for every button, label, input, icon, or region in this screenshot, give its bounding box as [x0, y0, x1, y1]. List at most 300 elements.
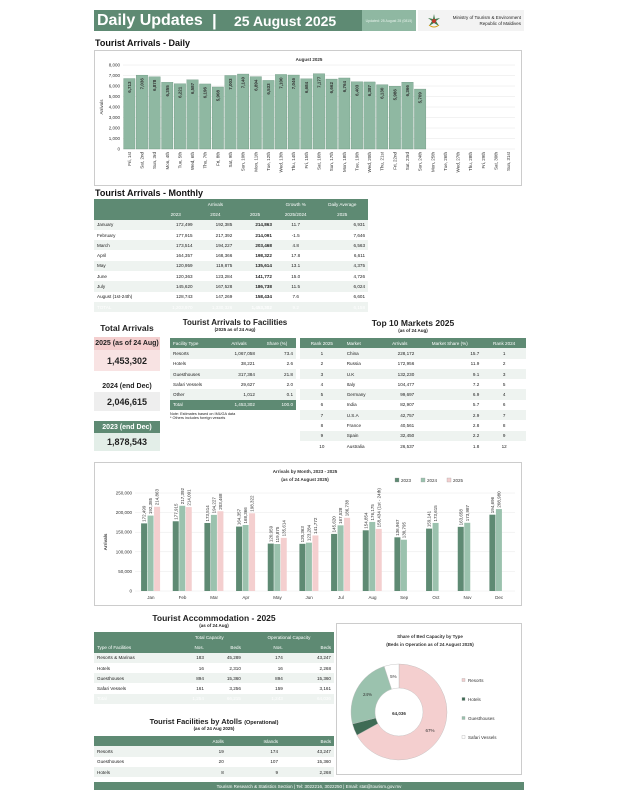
- pie-slice-label: 67%: [425, 727, 435, 733]
- month-bar-2024: [401, 540, 407, 591]
- market-row-cell: U.K: [344, 369, 383, 379]
- month-bar-2023: [489, 515, 495, 591]
- accom-row-total: [94, 694, 334, 704]
- monthly-row-cell: April: [97, 253, 107, 259]
- market-row-cell: U.S.A: [344, 410, 383, 420]
- atoll-row-cell: 2,268: [281, 767, 334, 777]
- daily-x-tick: Wed, 6th: [190, 152, 196, 170]
- month-bar-label: 158,434 (1st - 24th): [376, 488, 382, 528]
- month-bar-2024: [369, 522, 375, 591]
- facility-row-cell: 0.1: [258, 389, 296, 399]
- market-row-cell: India: [346, 402, 357, 408]
- accom-row-cell: 2,310: [229, 665, 241, 671]
- atoll-row-cell: Resorts: [94, 746, 181, 756]
- accom-row-cell: 45,289: [207, 653, 244, 663]
- month-x-tick: Oct: [432, 595, 440, 600]
- daily-x-tick: Fri, 29th: [480, 152, 486, 169]
- month-bar-label: 192,385: [148, 497, 154, 515]
- market-row-cell: 2.9: [417, 410, 482, 420]
- month-bar-label: 135,614: [281, 520, 287, 537]
- daily-x-tick: Tue, 12th: [265, 152, 271, 171]
- month-bar-label: 141,772: [312, 517, 318, 534]
- mkt-head-arrivals: Arrivals: [382, 338, 417, 348]
- facility-row-cell: 1,012: [220, 389, 258, 399]
- monthly-row-cell: August (1st-24th): [97, 294, 133, 300]
- month-bar-label: 198,322: [249, 495, 255, 512]
- daily-y-tick: 8,000: [108, 62, 120, 68]
- daily-bar-label: 5,908: [215, 89, 221, 102]
- atolls-header: [94, 717, 334, 731]
- accom-row-cell: 894: [244, 673, 286, 683]
- month-bar-2025: [344, 518, 350, 591]
- market-row-cell: 1: [482, 348, 526, 358]
- month-bar-2024: [306, 543, 312, 591]
- atoll-row-cell: 15,360: [316, 759, 331, 765]
- daily-x-tick: Tue, 19th: [354, 152, 360, 171]
- atoll-row: [94, 757, 334, 767]
- month-x-tick: Nov: [463, 595, 472, 600]
- total-arrivals-title: Total Arrivals: [100, 323, 154, 333]
- facility-row-total: [170, 400, 296, 410]
- daily-bar-label: 7,140: [240, 77, 246, 89]
- pie-legend-label: Guesthouses: [468, 716, 495, 721]
- monthly-row-total-cell: 1,203,970: [156, 302, 196, 312]
- month-x-tick: Apr: [242, 595, 250, 600]
- legend-swatch: [447, 478, 451, 482]
- month-y-label: Arrivals: [103, 533, 108, 551]
- market-row-cell: 82,907: [400, 402, 415, 408]
- month-bar-label: 194,227: [211, 497, 217, 514]
- month-bar-label: 154,854: [363, 512, 369, 529]
- market-row: [300, 431, 526, 441]
- facility-row-cell: 73.4: [258, 348, 296, 358]
- monthly-row-cell: 145,620: [156, 281, 196, 291]
- facility-row: [170, 348, 296, 358]
- facilities-subtitle: (2025 as of 24 Aug): [214, 327, 256, 332]
- daily-bar-label: 6,587: [190, 82, 196, 95]
- daily-x-tick: Sun, 31st: [506, 152, 512, 172]
- market-row-cell: Australia: [346, 443, 365, 449]
- accom-row-cell: 43,247: [286, 653, 334, 663]
- market-row-cell: 3: [482, 369, 526, 379]
- month-bar-label: 177,915: [173, 503, 179, 520]
- facility-row-cell: 2.0: [286, 381, 293, 387]
- legend-swatch: [421, 478, 425, 482]
- head-arrivals: Arrivals: [156, 199, 275, 209]
- daily-section-title: Tourist Arrivals - Daily: [95, 38, 191, 48]
- monthly-row: [94, 261, 368, 271]
- month-bar-label: 176,175: [369, 504, 375, 521]
- daily-arrivals-chart: [95, 51, 523, 187]
- pie-legend-label: Hotels: [468, 697, 481, 702]
- monthly-row-cell: June: [97, 273, 107, 279]
- market-row-cell: 2: [320, 361, 324, 367]
- daily-bar-label: 6,366: [405, 85, 411, 97]
- pie-legend-swatch: [462, 698, 465, 701]
- month-chart-title: Arrivals by Month, 2023 - 2025: [272, 469, 338, 474]
- atoll-row-cell: 107: [270, 759, 279, 765]
- market-row: [300, 389, 526, 399]
- monthly-row-cell: 177,915: [175, 232, 193, 238]
- monthly-row: [94, 250, 368, 260]
- pie-center-value: 64,036: [392, 711, 406, 716]
- atoll-row-cell: Guesthouses: [97, 759, 125, 765]
- daily-x-tick: Sat, 9th: [227, 152, 233, 168]
- monthly-row: [94, 230, 368, 240]
- monthly-table: [94, 199, 368, 312]
- market-row-cell: Russia: [346, 361, 361, 367]
- month-bar-2023: [363, 530, 369, 591]
- pie-legend-label: Resorts: [468, 678, 484, 683]
- month-bar-2023: [141, 523, 147, 591]
- month-y-tick: 150,000: [115, 529, 132, 535]
- market-row-cell: 1.8: [472, 443, 480, 449]
- monthly-row-cell: 214,091: [255, 232, 272, 238]
- fac-head-arrivals: Arrivals: [220, 338, 258, 348]
- acc-group-total: Total Capacity: [175, 632, 244, 642]
- accom-row: [94, 683, 334, 693]
- month-bar-label: 173,987: [464, 505, 470, 522]
- market-row: [300, 441, 526, 451]
- mkt-head-share: Market Share (%): [417, 338, 482, 348]
- mkt-head-market: Market: [344, 338, 383, 348]
- market-row-cell: Germany: [344, 389, 383, 399]
- month-bar-label: 168,366: [243, 507, 249, 524]
- daily-x-tick: Wed, 20th: [367, 152, 373, 173]
- head-daily-sub: 2025: [317, 209, 368, 219]
- daily-x-tick: Mon, 18th: [341, 152, 347, 173]
- atoll-row-cell: 174: [227, 746, 281, 756]
- monthly-row-total-cell: TOTAL: [94, 302, 156, 312]
- month-bar-label: 173,514: [204, 505, 210, 522]
- monthly-row-cell: 15.0: [291, 273, 301, 279]
- month-bar-label: 167,528: [338, 507, 344, 524]
- daily-x-tick: Sun, 10th: [240, 152, 246, 172]
- month-bar-2025: [154, 507, 160, 591]
- monthly-row-cell: 141,772: [255, 273, 272, 279]
- market-row-cell: 5: [300, 389, 344, 399]
- daily-bar-label: 5,709: [417, 92, 423, 104]
- monthly-row-cell: 6,024: [317, 281, 368, 291]
- daily-x-tick: Sat, 16th: [316, 152, 322, 171]
- month-bar-label: 208,980: [496, 491, 502, 508]
- monthly-row-cell: 11.7: [275, 220, 317, 230]
- facility-row: [170, 369, 296, 379]
- market-row-cell: 7: [482, 410, 526, 420]
- atoll-row-cell: 43,247: [281, 746, 334, 756]
- atoll-row-cell: Hotels: [94, 767, 181, 777]
- month-bar-2024: [433, 523, 439, 591]
- accom-row-total-cell: Total: [94, 694, 175, 704]
- daily-bar-label: 6,221: [177, 86, 183, 98]
- mkt-head-rank2025: Rank 2025: [300, 338, 344, 348]
- month-y-tick: 50,000: [118, 568, 132, 574]
- pie-title: Share of Bed Capacity by Type: [397, 634, 463, 639]
- market-row: [300, 359, 526, 369]
- acc-head-type: Type of Facilities: [94, 642, 175, 652]
- market-row-cell: 2: [502, 361, 506, 367]
- market-row: [300, 400, 526, 410]
- market-row: [300, 379, 526, 389]
- market-row-cell: 2.8: [472, 423, 480, 429]
- market-row-cell: 5: [502, 381, 506, 387]
- accom-row-total-cell: 64,036: [286, 694, 334, 704]
- month-bar-label: 123,284: [306, 524, 312, 542]
- atl-head-islands: Islands: [227, 736, 281, 746]
- market-row-cell: 10: [319, 443, 325, 449]
- head-daily-average: Daily Average: [317, 199, 368, 209]
- market-row: [300, 348, 526, 358]
- month-y-tick: 200,000: [115, 510, 132, 516]
- monthly-row-cell: May: [94, 261, 156, 271]
- accom-row-cell: Safari Vessels: [97, 686, 127, 692]
- month-bar-label: 172,499: [141, 505, 147, 522]
- market-row-cell: 40,561: [400, 423, 415, 429]
- daily-bar-label: 7,177: [316, 76, 322, 88]
- daily-y-tick: 5,000: [108, 94, 120, 99]
- daily-x-tick: Thu, 21st: [379, 152, 385, 171]
- month-bar-label: 120,363: [299, 526, 305, 543]
- facility-row: [170, 389, 296, 399]
- market-row-cell: 5.7: [472, 402, 480, 408]
- month-bar-2024: [464, 523, 470, 591]
- daily-x-tick: Wed, 13th: [278, 152, 284, 173]
- accom-row-cell: 16: [277, 665, 283, 671]
- daily-bar-label: 6,764: [341, 80, 347, 93]
- market-row-cell: 8: [320, 423, 324, 429]
- month-bar-label: 217,392: [179, 488, 185, 505]
- daily-x-tick: Sat, 2nd: [139, 152, 145, 169]
- bymonth-chart-box: [94, 462, 522, 606]
- acc-head-op-nos: Nos.: [244, 642, 286, 652]
- accom-row-cell: 894: [175, 673, 207, 683]
- total-2024-value: 2,046,615: [94, 392, 160, 411]
- accom-row-cell: 15,360: [286, 673, 334, 683]
- month-bar-label: 163,658: [458, 509, 464, 526]
- acc-head-op-beds: Beds: [286, 642, 334, 652]
- market-row: [300, 420, 526, 430]
- fac-head-share: Share (%): [258, 338, 296, 348]
- month-bar-2024: [179, 506, 185, 591]
- legend-swatch: [395, 478, 399, 482]
- daily-bar-label: 5,986: [392, 89, 398, 101]
- market-row-cell: Spain: [344, 431, 383, 441]
- market-row-cell: 6.9: [417, 389, 482, 399]
- acc-group-operational: Operational Capacity: [244, 632, 334, 642]
- month-bar-label: 186,738: [344, 500, 350, 517]
- total-2025-value: 1,453,302: [94, 350, 160, 371]
- daily-bar-label: 7,036: [139, 78, 145, 90]
- markets-header: [300, 318, 526, 333]
- month-bar-2025: [186, 507, 192, 591]
- facility-row-total-cell: Total: [170, 400, 220, 410]
- atolls-title-operational: (Operational): [244, 720, 279, 726]
- country-name: Republic of Maldives: [479, 20, 521, 26]
- daily-y-tick: 2,000: [108, 125, 120, 131]
- monthly-row-cell: -1.5: [291, 232, 300, 238]
- market-row-cell: 12: [501, 443, 507, 449]
- month-bar-2025: [249, 513, 255, 591]
- monthly-row-cell: 203,468: [235, 240, 275, 250]
- monthly-row-cell: 6,563: [317, 240, 368, 250]
- daily-x-tick: Fri, 22nd: [392, 152, 398, 170]
- accom-row: [94, 663, 334, 673]
- facility-row-cell: 38,221: [240, 361, 255, 367]
- month-bar-label: 136,967: [394, 519, 400, 536]
- month-x-tick: Jan: [147, 595, 155, 600]
- facilities-header: [170, 318, 300, 332]
- monthly-row-cell: 6,931: [317, 220, 368, 230]
- daily-bar-label: 7,003: [227, 78, 233, 90]
- month-y-tick: 100,000: [115, 549, 132, 555]
- monthly-row-total-cell: 1,330,326: [196, 302, 236, 312]
- market-row: [300, 369, 526, 379]
- monthly-row-cell: February: [97, 232, 116, 238]
- month-x-tick: Feb: [178, 595, 187, 600]
- facility-row: [170, 359, 296, 369]
- month-bar-2024: [243, 525, 249, 591]
- month-bar-2023: [299, 544, 305, 591]
- facility-row-cell: 2.6: [286, 361, 293, 367]
- facility-row-cell: 317,384: [220, 369, 258, 379]
- daily-bar-label: 6,533: [265, 83, 271, 95]
- month-bar-2023: [268, 544, 274, 591]
- atoll-row-cell: 19: [181, 746, 226, 756]
- monthly-row-cell: 217,392: [215, 232, 233, 238]
- daily-x-tick: Sat, 23rd: [405, 152, 411, 171]
- acc-head-beds: Beds: [207, 642, 244, 652]
- acc-head-nos: Nos.: [175, 642, 207, 652]
- monthly-row-cell: 128,743: [175, 294, 193, 300]
- daily-x-tick: Fri, 8th: [215, 152, 221, 167]
- monthly-section-title: Tourist Arrivals - Monthly: [95, 188, 204, 198]
- accom-row-cell: 16: [198, 665, 204, 671]
- month-bar-label: 203,468: [217, 493, 223, 510]
- month-x-tick: Sep: [400, 595, 409, 600]
- month-bar-2025: [312, 535, 318, 591]
- daily-x-tick: Mon, 25th: [430, 152, 436, 173]
- atoll-row-cell: 9: [227, 767, 281, 777]
- fac-head-type: Facility Type: [170, 338, 220, 348]
- monthly-row-cell: 7,646: [353, 232, 365, 238]
- legend-label: 2023: [401, 478, 412, 483]
- accom-row-cell: 2,268: [319, 665, 331, 671]
- ministry-name: Ministry of Tourism & Environment: [452, 14, 521, 20]
- accom-row: [94, 673, 334, 683]
- daily-bar-label: 6,684: [303, 81, 309, 94]
- month-bar-label: 145,620: [331, 516, 337, 533]
- daily-x-tick: Sun, 3rd: [152, 152, 158, 170]
- monthly-row-cell: 17.8: [291, 253, 301, 259]
- month-bar-2025: [281, 538, 287, 591]
- daily-x-tick: Mon, 11th: [253, 152, 259, 172]
- market-row-cell: China: [344, 348, 383, 358]
- accom-row-cell: 3,161: [319, 686, 331, 692]
- monthly-row-cell: 194,227: [196, 240, 236, 250]
- facility-row-total-cell: 100.0: [258, 400, 296, 410]
- facility-row-cell: 29,627: [240, 381, 255, 387]
- bed-share-chart-box: [336, 623, 522, 775]
- monthly-row: [94, 220, 368, 230]
- monthly-row-cell: July: [94, 281, 156, 291]
- pie-subtitle: (Beds in Operation as of 24 August 2025): [386, 642, 474, 647]
- accom-row-cell: 159: [275, 686, 283, 692]
- markets-subtitle: (as of 24 Aug): [398, 328, 428, 333]
- monthly-row: [94, 271, 368, 281]
- total-2023-label: 2023 (end Dec): [94, 421, 160, 433]
- facility-row: [170, 379, 296, 389]
- monthly-row-total: [94, 302, 368, 312]
- month-bar-2023: [458, 527, 464, 591]
- month-bar-2025: [376, 529, 382, 591]
- market-row-cell: 1: [300, 348, 344, 358]
- market-row-cell: 4: [482, 389, 526, 399]
- market-row-cell: 7: [300, 410, 344, 420]
- market-row-cell: 32,450: [382, 431, 417, 441]
- daily-x-tick: Tue, 5th: [177, 152, 183, 169]
- month-bar-label: 214,863: [154, 488, 160, 506]
- month-bar-2023: [331, 534, 337, 591]
- facility-row-cell: Hotels: [173, 361, 187, 367]
- month-bar-2024: [338, 525, 344, 591]
- accom-row-cell: 174: [244, 653, 286, 663]
- accom-row-cell: 3,256: [229, 686, 241, 692]
- monthly-row-cell: 164,357: [175, 253, 193, 259]
- accom-row-total-cell: 1,243: [244, 694, 286, 704]
- legend-label: 2025: [453, 478, 464, 483]
- month-bar-2024: [274, 544, 280, 591]
- bed-share-donut-chart: [337, 624, 523, 776]
- month-y-tick: 0: [129, 588, 132, 594]
- facilities-table: [170, 338, 296, 420]
- month-x-tick: Mar: [210, 595, 219, 600]
- month-bar-label: 194,696: [489, 496, 495, 514]
- accom-row-total-cell: 1,254: [175, 694, 207, 704]
- daily-x-tick: Mon, 4th: [164, 152, 170, 170]
- pie-legend-label: Safari Vessels: [468, 735, 497, 740]
- daily-y-tick: 6,000: [108, 83, 120, 89]
- monthly-row-cell: 6,611: [353, 253, 365, 259]
- monthly-row: [94, 281, 368, 291]
- daily-bar-label: 6,355: [164, 85, 170, 97]
- monthly-row: [94, 292, 368, 302]
- market-row-cell: 4: [320, 381, 324, 387]
- month-y-tick: 250,000: [115, 490, 132, 496]
- monthly-row-cell: 13.1: [275, 261, 317, 271]
- market-row-cell: 172,956: [397, 361, 415, 367]
- accom-header: [94, 613, 334, 628]
- month-x-tick: Jun: [305, 595, 313, 600]
- daily-y-tick: 4,000: [108, 104, 120, 110]
- monthly-row-cell: 135,614: [235, 261, 275, 271]
- market-row-cell: 8: [502, 423, 506, 429]
- market-row-cell: 6: [320, 402, 324, 408]
- daily-x-tick: Thu, 7th: [202, 152, 208, 169]
- head-growth: Growth %: [275, 199, 317, 209]
- daily-bar-label: 7,046: [291, 78, 297, 90]
- daily-x-tick: Sun, 17th: [329, 151, 335, 172]
- month-bar-label: 214,091: [186, 489, 192, 506]
- market-row-cell: 3: [300, 369, 344, 379]
- daily-x-tick: Tue, 26th: [442, 152, 448, 171]
- market-row-cell: France: [346, 423, 362, 429]
- daily-x-tick: Wed, 27th: [455, 152, 461, 173]
- market-row-cell: 104,477: [397, 381, 415, 387]
- monthly-row-cell: January: [94, 220, 156, 230]
- accom-title: Tourist Accommodation - 2025: [152, 613, 276, 623]
- month-bar-2023: [204, 523, 210, 591]
- market-row-cell: 9: [482, 431, 526, 441]
